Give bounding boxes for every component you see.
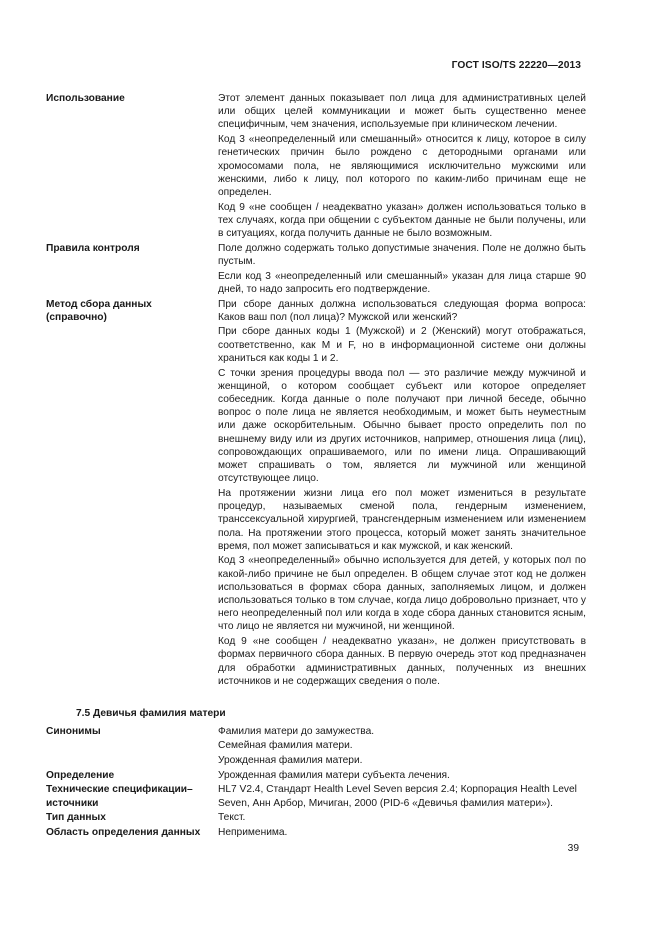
row-collection-method bbox=[46, 298, 586, 690]
row-text bbox=[218, 826, 586, 841]
row-text bbox=[218, 242, 586, 298]
paragraph: При сборе данных коды 1 (Мужской) и 2 (Женский) могут отображаться, соответственно, как M и F, но в информационной системе они должны храниться как коды 1 и 2. bbox=[218, 326, 586, 364]
row-label: Определение bbox=[46, 769, 115, 781]
paragraph: Урожденная фамилия матери субъекта лечения. bbox=[218, 769, 450, 781]
row-label: Технические спецификации– источники bbox=[46, 784, 193, 809]
paragraph: При сборе данных должна использоваться следующая форма вопроса: Каков ваш пол (пол лица)? Мужской или женский? bbox=[218, 298, 586, 323]
row-label: Тип данных bbox=[46, 812, 106, 824]
paragraph: HL7 V2.4, Стандарт Health Level Seven версия 2.4; Корпорация Health Level Seven, Анн Арбор, Мичиган, 2000 (PID-6 «Девичья фамилия матери»). bbox=[218, 784, 577, 809]
paragraph: Урожденная фамилия матери. bbox=[218, 755, 363, 767]
paragraph: Поле должно содержать только допустимые значения. Поле не должно быть пустым. bbox=[218, 242, 586, 267]
paragraph: Код 3 «неопределенный» обычно используется для детей, у которых пол по какой-либо причине не был определен. В общем случае этот код не должен использоваться в формах сбора данных, заполняемых лицом, и должен использоваться только в том случае, когда лицо добровольно признает, что у него неопределенный пол или когда в ходе сбора данных становится ясным, что лицо не является ни мужчиной, ни женщиной. bbox=[218, 555, 586, 633]
paragraph: Фамилия матери до замужества. bbox=[218, 725, 375, 737]
paragraph: Неприменима. bbox=[218, 827, 288, 839]
row-text bbox=[218, 811, 586, 826]
paragraph: С точки зрения процедуры ввода пол — это различие между мужчиной и женщиной, о котором сообщает субъект или которое определяет собеседник. Когда данные о поле получают при личной беседе, обычно вопрос о поле лица не является необходимым, и может быть неуместным или даже оскорбительным. Обычно бывает просто определить пол по внешнему виду или из других источников, например, отношения лица (лиц), сопровождающих опрашиваемого, или по имени лица. Опрашивающий может спрашивать о том, является ли мужчиной или женщиной отсутствующее лицо. bbox=[218, 367, 586, 485]
row-usage bbox=[46, 92, 586, 242]
section-heading: 7.5 Девичья фамилия матери bbox=[76, 708, 226, 720]
row-synonyms bbox=[46, 725, 586, 769]
row-label: Синонимы bbox=[46, 725, 101, 737]
row-text bbox=[218, 298, 586, 690]
section-mothers-maiden-name bbox=[46, 725, 586, 841]
row-label: Использование bbox=[46, 93, 125, 104]
row-control-rules bbox=[46, 242, 586, 298]
row-tech-specs bbox=[46, 783, 586, 811]
paragraph: На протяжении жизни лица его пол может измениться в результате процедур, называемых сменой пола, гендерным изменением, транссексуальной хирургией, трансгендерным изменением или изменением пола. На протяжении этого процесса, который может занять значительное время, пол может записываться и как мужской, и как женский. bbox=[218, 487, 586, 552]
paragraph: Код 9 «не сообщен / неадекватно указан», не должен присутствовать в формах первичного сбора данных. В первую очередь этот код предназначен для обработки административных данных, полученных из внешних источников и не содержащих сведения о поле. bbox=[218, 636, 586, 687]
paragraph: Текст. bbox=[218, 812, 246, 824]
paragraph: Если код 3 «неопределенный или смешанный» указан для лица старше 90 дней, то надо запросить его подтверждение. bbox=[218, 270, 586, 295]
row-text bbox=[218, 92, 586, 242]
row-text bbox=[218, 769, 586, 784]
document-header: ГОСТ ISO/TS 22220—2013 bbox=[451, 60, 581, 71]
document-body bbox=[46, 92, 586, 841]
row-data-domain bbox=[46, 826, 586, 841]
row-label: Правила контроля bbox=[46, 242, 140, 254]
row-label: Метод сбора данных (справочно) bbox=[46, 298, 152, 323]
page-number: 39 bbox=[567, 843, 579, 854]
paragraph: Код 9 «не сообщен / неадекватно указан» должен использоваться только в тех случаях, когда при общении с субъектом данные не были получены, или в ситуациях, когда получить данные не было возможным. bbox=[218, 201, 586, 240]
row-data-type bbox=[46, 811, 586, 826]
row-text bbox=[218, 725, 586, 769]
paragraph: Семейная фамилия матери. bbox=[218, 740, 353, 752]
paragraph: Код 3 «неопределенный или смешанный» относится к лицу, которое в силу генетических причин было рождено с детородными органами или хромосомами пола, не являющимися исключительно мужскими или женскими, либо к лицу, пол которого по каким-либо причинам еще не определен. bbox=[218, 134, 586, 198]
row-text bbox=[218, 783, 586, 811]
row-definition bbox=[46, 769, 586, 784]
row-label: Область определения данных bbox=[46, 827, 201, 839]
paragraph: Этот элемент данных показывает пол лица для административных целей или общих целей коммуникации и может быть существенно менее специфичным, чем значения, используемые при клиническом лечении. bbox=[218, 93, 586, 131]
